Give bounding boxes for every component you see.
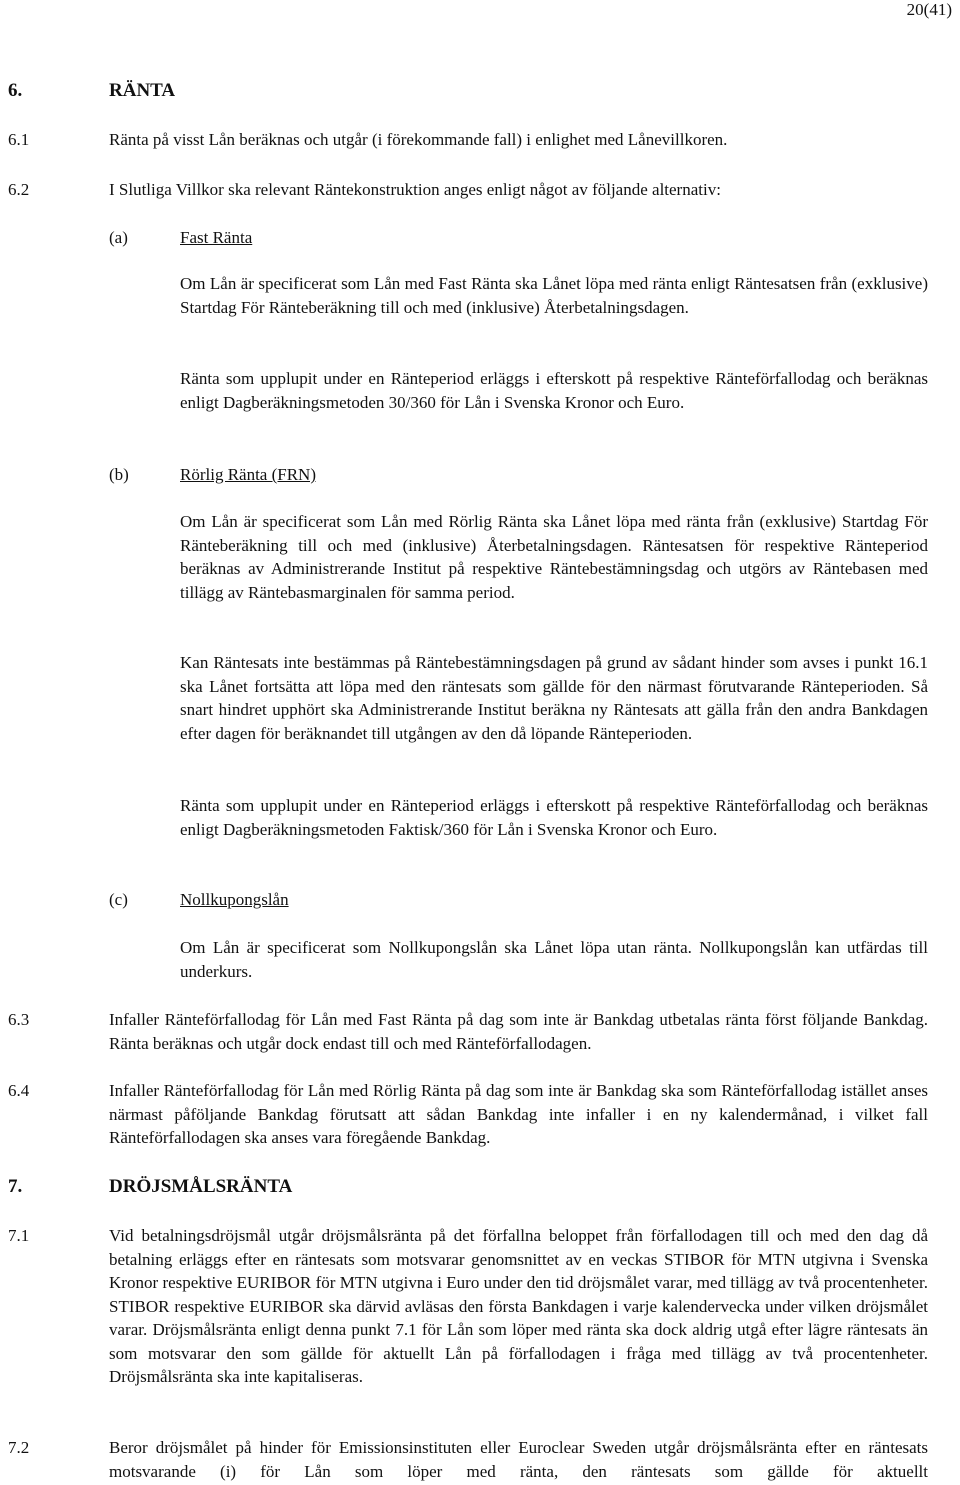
section-number: 6.: [8, 80, 23, 101]
clause-number: 6.2: [8, 180, 30, 199]
item-title: Fast Ränta: [180, 228, 253, 247]
item-label: (c): [109, 890, 128, 909]
section-title: RÄNTA: [109, 80, 176, 101]
paragraph: Om Lån är specificerat som Nollkupongslån ska Lånet löpa utan ränta. Nollkupongslån kan utfärdas till underkurs.: [180, 938, 928, 981]
clause-text: I Slutliga Villkor ska relevant Räntekonstruktion anges enligt något av följande alternativ:: [109, 180, 721, 199]
paragraph: Ränta som upplupit under en Ränteperiod erläggs i efterskott på respektive Ränteförfallodag och beräknas enligt Dagberäkningsmetoden 30/360 för Lån i Svenska Kronor och Euro.: [180, 369, 928, 412]
item-title: Rörlig Ränta (FRN): [180, 465, 316, 484]
clause-text: Vid betalningsdröjsmål utgår dröjsmålsränta på det förfallna beloppet från förfallodagen till och med den dag då betalning erläggs efter en räntesats som motsvarar genomsnittet av en veckas STIBOR för MTN utgivna i Svenska Kronor respektive EURIBOR för MTN utgivna i Euro under den tid dröjsmålet varar, med tillägg av två procentenheter. STIBOR respektive EURIBOR ska därvid avläsas den första Bankdagen i varje kalendervecka under vilken dröjsmålet varar. Dröjsmålsränta enligt denna punkt 7.1 för Lån som löper med ränta ska dock aldrig utgå efter lägre räntesats än som motsvarar den som gällde för aktuellt Lån på förfallodagen i fråga med tillägg av två procentenheter. Dröjsmålsränta ska inte kapitaliseras.: [109, 1226, 928, 1386]
clause-number: 6.3: [8, 1010, 30, 1029]
page-number: 20(41): [906, 0, 952, 19]
clause-number: 7.2: [8, 1438, 30, 1457]
section-number: 7.: [8, 1176, 23, 1197]
paragraph: Ränta som upplupit under en Ränteperiod erläggs i efterskott på respektive Ränteförfallodag och beräknas enligt Dagberäkningsmetoden Faktisk/360 för Lån i Svenska Kronor och Euro.: [180, 796, 928, 839]
section-title: DRÖJSMÅLSRÄNTA: [109, 1176, 293, 1197]
clause-text: Ränta på visst Lån beräknas och utgår (i förekommande fall) i enlighet med Lånevillkoren.: [109, 130, 728, 149]
clause-number: 6.4: [8, 1081, 30, 1100]
clause-text: Beror dröjsmålet på hinder för Emissionsinstituten eller Euroclear Sweden utgår dröjsmålsränta efter en räntesats motsvarande (i) för Lån som löper med ränta, den räntesats som gällde för aktuellt: [109, 1438, 928, 1481]
clause-number: 6.1: [8, 130, 30, 149]
item-label: (b): [109, 465, 129, 484]
paragraph: Kan Räntesats inte bestämmas på Räntebestämningsdagen på grund av sådant hinder som avses i punkt 16.1 ska Lånet fortsätta att löpa med den räntesats som gällde för den närmast förutvarande Ränteperioden. Så snart hindret upphört ska Administrerande Institut beräkna ny Räntesats att gälla från den andra Bankdagen efter dagen för beräknandet till utgången av den då löpande Ränteperioden.: [180, 653, 928, 743]
clause-text: Infaller Ränteförfallodag för Lån med Rörlig Ränta på dag som inte är Bankdag ska som Ränteförfallodag istället anses närmast påföljande Bankdag förutsatt att sådan Bankdag inte infaller i en ny kalendermånad, i vilket fall Ränteförfallodagen ska anses vara föregående Bankdag.: [109, 1081, 928, 1147]
paragraph: Om Lån är specificerat som Lån med Fast Ränta ska Lånet löpa med ränta enligt Räntesatsen från (exklusive) Startdag För Ränteberäkning till och med (inklusive) Återbetalningsdagen.: [180, 274, 928, 317]
paragraph: Om Lån är specificerat som Lån med Rörlig Ränta ska Lånet löpa med ränta från (exklusive) Startdag För Ränteberäkning till och med (inklusive) Återbetalningsdagen. Räntesatsen för respektive Ränteperiod beräknas av Administrerande Institut på respektive Räntebestämningsdag och utgörs av Räntebasen med tillägg av Räntebasmarginalen för samma period.: [180, 512, 928, 602]
item-title: Nollkupongslån: [180, 890, 289, 909]
clause-number: 7.1: [8, 1226, 30, 1245]
clause-text: Infaller Ränteförfallodag för Lån med Fast Ränta på dag som inte är Bankdag utbetalas ränta först följande Bankdag. Ränta beräknas och utgår dock endast till och med Ränteförfallodagen.: [109, 1010, 928, 1053]
item-label: (a): [109, 228, 128, 247]
